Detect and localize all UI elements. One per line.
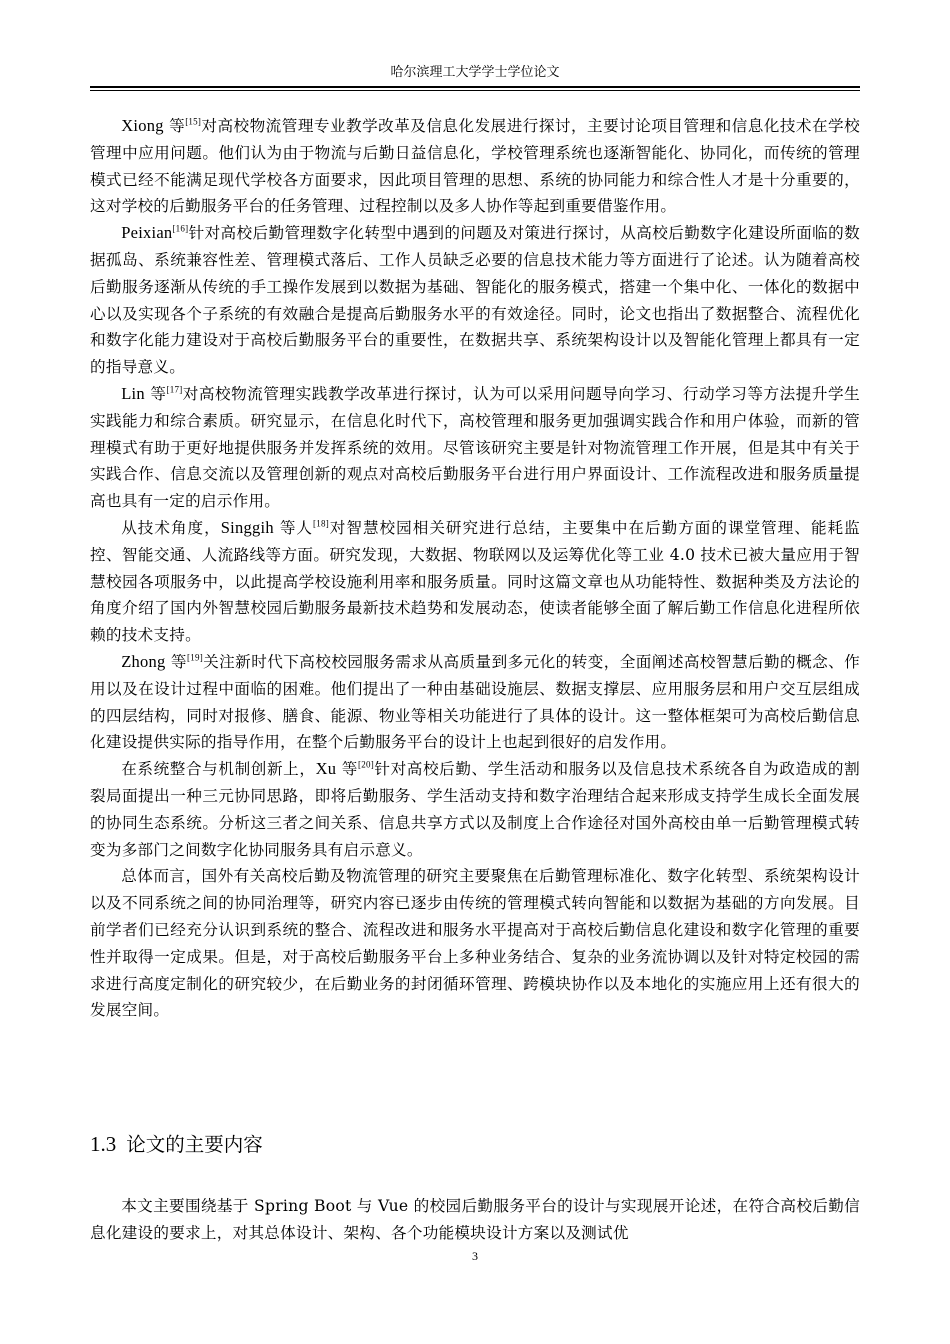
citation-ref: [15] <box>185 116 202 127</box>
author-suffix: 等 <box>163 117 186 135</box>
paragraph-text: 针对高校后勤管理数字化转型中遇到的问题及对策进行探讨，从高校后勤数字化建设所面临的数据孤岛、系统兼容性差、管理模式落后、工作人员缺乏必要的信息技术能力等方面进行了论述。认为随着高校后勤服务逐渐从传统的手工操作发展到以数据为基础、智能化的服务模式，搭建一个集中化、一体化的数据中心以及实现各个子系统的有效融合是提高后勤服务水平的有效途径。同时，论文也指出了数据整合、流程优化和数字化能力建设对于高校后勤服务平台的重要性，在数据共享、系统架构设计以及智能化管理上都具有一定的指导意义。 <box>90 224 860 377</box>
author-suffix: 等 <box>165 652 187 671</box>
paragraph-text: 对高校物流管理专业教学改革及信息化发展进行探讨，主要讨论项目管理和信息化技术在学校管理中应用问题。他们认为由于物流与后勤日益信息化，学校管理系统也逐渐智能化、协同化，而传统的管理模式已经不能满足现代学校各方面要求，因此项目管理的思想、系统的协同能力和综合性人才是十分重要的，这对学校的后勤服务平台的任务管理、过程控制以及多人协作等起到重要借鉴作用。 <box>90 117 860 216</box>
header-rule-thin <box>90 90 860 91</box>
paragraph-xu <box>90 756 860 863</box>
citation-ref: [18] <box>313 518 330 529</box>
section-body <box>90 1193 860 1247</box>
paragraph-main-content <box>90 1193 860 1247</box>
paragraph-prefix: 从技术角度， <box>121 518 221 537</box>
paragraph-lin <box>90 381 860 515</box>
paragraph-text: 针对高校后勤、学生活动和服务以及信息技术系统各自为政造成的割裂局面提出一种三元协同思路，即将后勤服务、学生活动支持和数字治理结合起来形成支持学生成长全面发展的协同生态系统。分析这三者之间关系、信息共享方式以及制度上合作途径对国外高校由单一后勤管理模式转变为多部门之间数字化协同服务具有启示意义。 <box>90 760 860 859</box>
running-header: 哈尔滨理工大学学士学位论文 <box>390 65 560 80</box>
citation-author: Zhong <box>121 651 166 671</box>
section-heading <box>90 1129 860 1160</box>
paragraph-xiong <box>90 113 860 220</box>
paragraph-text: 总体而言，国外有关高校后勤及物流管理的研究主要聚焦在后勤管理标准化、数字化转型、系统架构设计以及不同系统之间的协同治理等，研究内容已逐步由传统的管理模式转向智能和以数据为基础的方向发展。目前学者们已经充分认识到系统的整合、流程改进和服务水平提高对于高校后勤信息化建设和数字化管理的重要性并取得一定成果。但是，对于高校后勤服务平台上多种业务结合、复杂的业务流协调以及针对特定校园的需求进行高度定制化的研究较少，在后勤业务的封闭循环管理、跨模块协作以及本地化的实施应用上还有很大的发展空间。 <box>90 867 860 1020</box>
citation-ref: [16] <box>172 223 189 234</box>
citation-author: Xiong <box>121 116 164 135</box>
paragraph-peixian <box>90 220 860 381</box>
paragraph-text: 对智慧校园相关研究进行总结，主要集中在后勤方面的课堂管理、能耗监控、智能交通、人流路线等方面。研究发现，大数据、物联网以及运筹优化等工业 4.0 技术已被大量应用于智慧校园各项服务中，以此提高学校设施利用率和服务质量。同时这篇文章也从功能特性、数据种类及方法论的角度介绍了国内外智慧校园后勤服务最新技术趋势和发展动态，使读者能够全面了解后勤工作信息化进程所依赖的技术支持。 <box>90 518 860 645</box>
section-title: 论文的主要内容 <box>126 1133 263 1156</box>
paragraph-text: 本文主要围绕基于 Spring Boot 与 Vue 的校园后勤服务平台的设计与实现展开论述，在符合高校后勤信息化建设的要求上，对其总体设计、架构、各个功能模块设计方案以及测试优 <box>90 1197 860 1242</box>
author-suffix: 等人 <box>273 518 314 537</box>
citation-ref: [20] <box>358 759 375 770</box>
citation-author: Xu <box>315 759 337 779</box>
author-suffix: 等 <box>144 384 167 403</box>
citation-author: Peixian <box>121 223 173 243</box>
citation-ref: [19] <box>186 652 203 663</box>
header-rule-thick <box>90 86 860 88</box>
citation-ref: [17] <box>166 384 183 395</box>
paragraph-summary <box>90 863 860 1024</box>
body-text <box>90 113 860 1024</box>
page-number: 3 <box>472 1249 478 1263</box>
paragraph-text: 对高校物流管理实践教学改革进行探讨，认为可以采用问题导向学习、行动学习等方法提升学生实践能力和综合素质。研究显示，在信息化时代下，高校管理和服务更加强调实践合作和用户体验，而新的管理模式有助于更好地提供服务并发挥系统的效用。尽管该研究主要是针对物流管理工作开展，但是其中有关于实践合作、信息交流以及管理创新的观点对高校后勤服务平台进行用户界面设计、工作流程改进和服务质量提高也具有一定的启示作用。 <box>90 384 860 511</box>
citation-author: Lin <box>121 383 145 403</box>
citation-author: Singgih <box>220 517 274 537</box>
paragraph-text: 关注新时代下高校校园服务需求从高质量到多元化的转变，全面阐述高校智慧后勤的概念、作用以及在设计过程中面临的困难。他们提出了一种由基础设施层、数据支撑层、应用服务层和用户交互层组成的四层结构，同时对报修、膳食、能源、物业等相关功能进行了具体的设计。这一整体框架可为高校后勤信息化建设提供实际的指导作用，在整个后勤服务平台的设计上也起到很好的启发作用。 <box>90 652 860 752</box>
author-suffix: 等 <box>336 760 359 779</box>
section-number: 1.3 <box>90 1132 117 1156</box>
paragraph-singgih <box>90 515 860 649</box>
paragraph-prefix: 在系统整合与机制创新上， <box>121 760 316 779</box>
paragraph-zhong <box>90 649 860 756</box>
